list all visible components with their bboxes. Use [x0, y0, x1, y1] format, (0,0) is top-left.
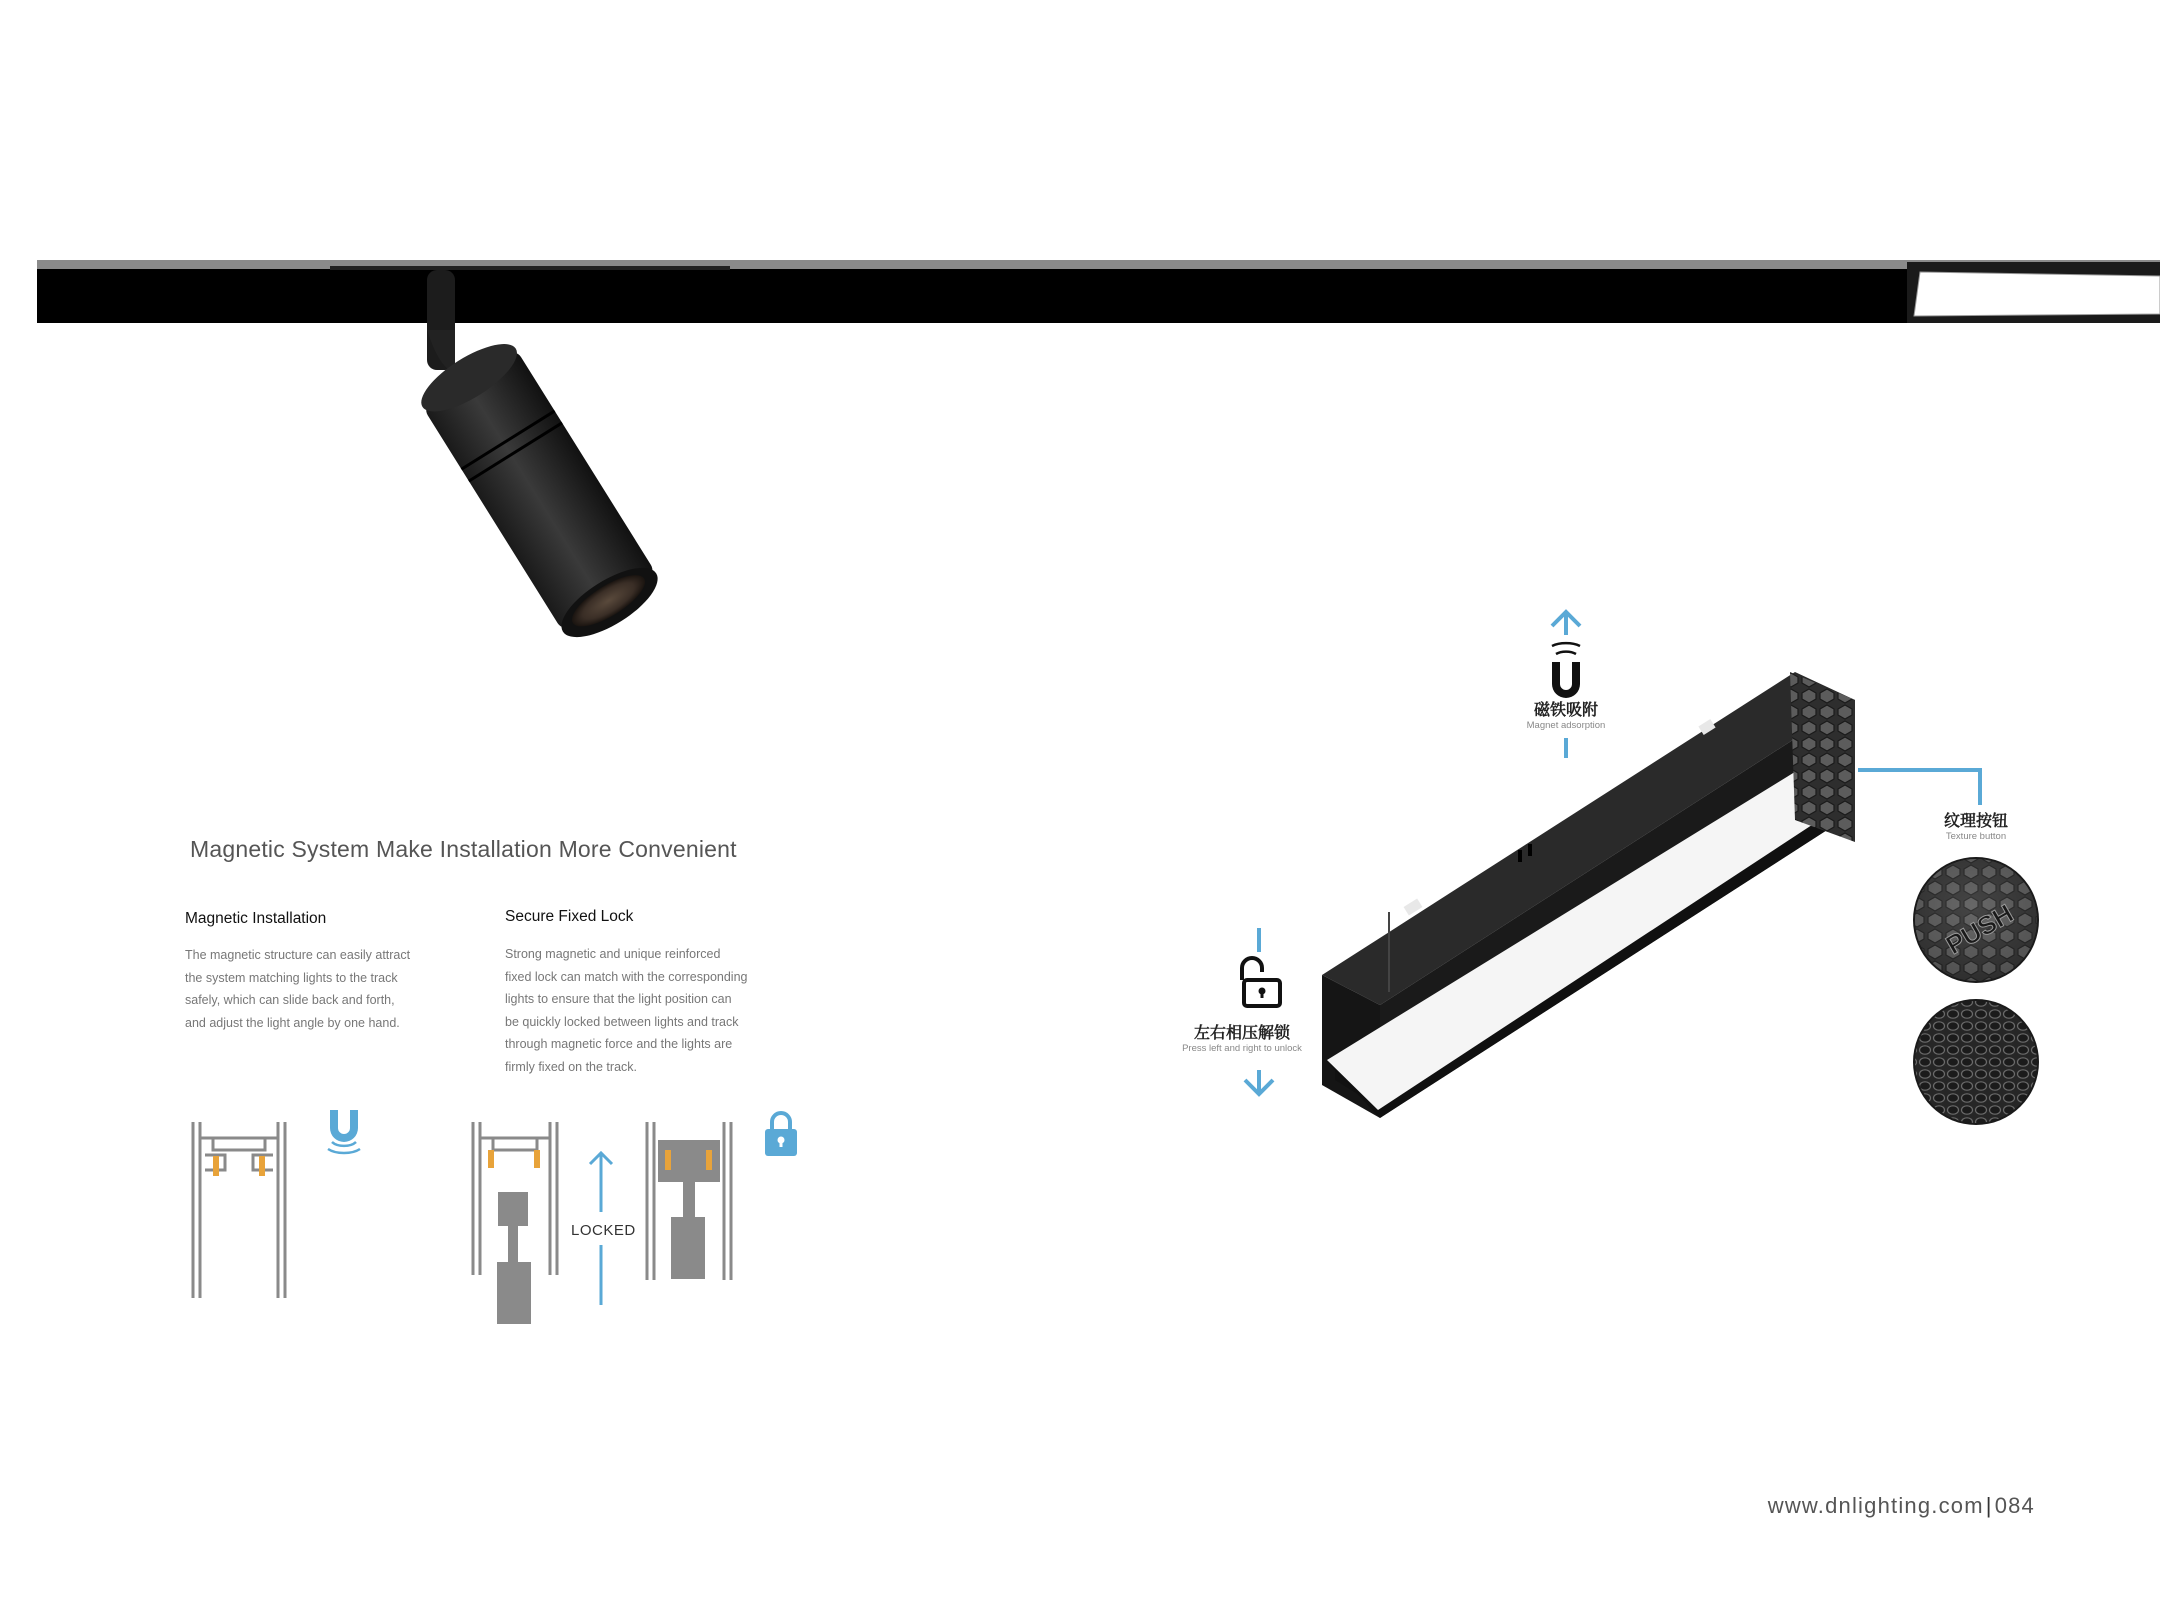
unlock-callout — [1168, 1020, 1316, 1054]
locked-label: LOCKED — [571, 1222, 636, 1239]
body-line: fixed lock can match with the corresponding — [505, 969, 748, 984]
body-line: and adjust the light angle by one hand. — [185, 1015, 400, 1030]
footer-url: www.dnlighting.com — [1767, 1493, 1984, 1518]
diagram-magnetic-installation — [193, 1122, 285, 1298]
body-line: through magnetic force and the lights are — [505, 1037, 733, 1051]
diagram-lock-before — [473, 1122, 557, 1324]
lock-small-icon — [765, 1113, 797, 1156]
texture-callout — [1925, 808, 2027, 842]
body-line: firmly fixed on the track. — [505, 1059, 637, 1074]
unlock-callout-cn: 左右相压解锁 — [1193, 1023, 1290, 1042]
texture-button-push — [1910, 855, 2050, 985]
magnet-small-icon — [328, 1110, 360, 1153]
magnetic-installation-title: Magnetic Installation — [185, 910, 327, 927]
body-line: Strong magnetic and unique reinforced — [505, 947, 721, 961]
texture-button-mesh — [1910, 998, 2050, 1128]
secure-fixed-lock-block — [505, 908, 825, 1078]
body-line: be quickly locked between lights and track — [505, 1014, 739, 1029]
unlock-icon — [1242, 958, 1280, 1006]
magnet-callout-cn: 磁铁吸附 — [1533, 700, 1598, 719]
body-line: The magnetic structure can easily attract — [185, 948, 411, 962]
secure-fixed-lock-title: Secure Fixed Lock — [505, 908, 634, 925]
body-line: safely, which can slide back and forth, — [185, 993, 395, 1007]
magnetic-installation-block — [185, 910, 485, 1034]
track-rail — [37, 260, 2160, 323]
texture-callout-cn: 纹理按钮 — [1943, 811, 2008, 830]
magnet-callout — [1500, 697, 1632, 731]
texture-callout-en: Texture button — [1945, 831, 2007, 842]
diagram-lock-after — [647, 1122, 731, 1280]
section-headline: Magnetic System Make Installation More Convenient — [190, 836, 737, 862]
unlock-callout-en: Press left and right to unlock — [1182, 1043, 1302, 1054]
magnet-callout-en: Magnet adsorption — [1526, 720, 1606, 731]
magnet-icon — [1552, 643, 1580, 698]
push-label: PUSH — [1940, 898, 2019, 961]
footer-separator: | — [1985, 1493, 1993, 1518]
page-number: 084 — [1994, 1493, 2035, 1518]
body-line: the system matching lights to the track — [185, 970, 398, 985]
spotlight-product — [412, 270, 668, 650]
body-line: lights to ensure that the light position can — [505, 992, 732, 1006]
magnetic-installation-body — [185, 944, 485, 1034]
secure-fixed-lock-body — [505, 943, 825, 1078]
linear-light-product — [1322, 672, 1855, 1118]
page-footer — [1768, 1493, 2035, 1519]
